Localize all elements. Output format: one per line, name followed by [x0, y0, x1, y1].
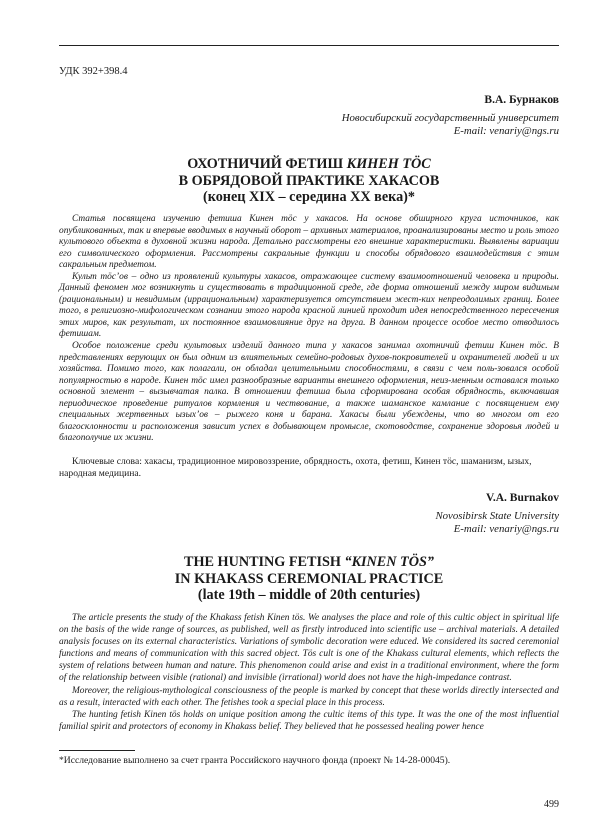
en-title-line2: IN KHAKASS CEREMONIAL PRACTICE: [174, 570, 444, 587]
en-affiliation: [435, 510, 559, 536]
page-number: 499: [544, 799, 559, 810]
footnote: *Исследование выполнено за счет гранта Российского научного фонда (проект № 14-28-00045).: [59, 755, 451, 766]
ru-keywords: Ключевые слова: хакасы, традиционное мировоззрение, обрядность, охота, фетиш, Кинен тӧс, шаманизм, ызых, народная медицина.: [59, 456, 532, 479]
ru-author: В.А. Бурнаков: [484, 94, 559, 106]
en-abstract: [59, 612, 559, 733]
ru-abstract-paragraph: Особое положение среди культовых изделий данного типа у хакасов занимал охотничий фетиш Кинен тӧс. В представлениях верующих он был одним из влиятельных семейно-родовых духов-покровителей и охранителей людей и их хозяйства. Помимо того, как полагали, он обладал целительными способностями, в связи с чем поль-зовался особой популярностью в народе. Кинен тӧс имел разнообразные варианты внешнего оформления, неиз-менным оставался только основной элемент – вызывчатая палка. В отношении фетиша была сформирована особая обрядность, включавшая периодическое проведение ритуалов кормления и чествование, а также шаманское камлание с посвящением ему специальных жертвенных ызых’ов – рыжего коня и барана. Хакасы были убеждены, что во многом от его благосклонности и расположения зависит успех в добывающем промысле, скотоводстве, сохранение здоровья людей и благополучие их жизни.: [59, 341, 559, 444]
ru-affiliation: [342, 112, 559, 138]
en-title-part1: THE HUNTING FETISH: [184, 554, 345, 570]
ru-abstract-paragraph: Культ тӧс’ов – одно из проявлений культуры хакасов, отражающее систему взаимоотношений человека и природы. Данный феномен мог возникнуть и существовать в традиционной среде, где форма отношений между миром видимым (рациональным) и невидимым (иррациональным) характеризуется отсутствием жест-ких непреодолимых границ. Более того, в религиозно-мифологическом сознании этого народа красной линией проходит идея непосредственного пересечения этих миров, как результат, их постоянное взаимовлияние друг на друга. В данном процессе особое место отводилось фетишам.: [59, 271, 559, 340]
en-title-line3: (late 19th – middle of 20th centuries): [197, 587, 421, 603]
en-abstract-paragraph: The article presents the study of the Khakass fetish Kinen tӧs. We analyses the place and role of this cultic object in spiritual life on the basis of the wide range of sources, as published, well as firstly introduced into scientific use – archival materials. A detailed analysis focuses on its external characteristics. Variations of symbolic decoration were educed. We considered its sacred ceremonial functions and means of communication with this sacred object. Tӧs cult is one of the Khakass cultural elements, which reflects the system of relations between human and nature. This phenomenon could arise and exist in a traditional environment, where the form of the relationship between visible (rational) and invisible (irrational) world does not have the high-impedance contrast.: [59, 613, 559, 684]
en-email[interactable]: E-mail: venariy@ngs.ru: [453, 523, 559, 535]
udk-code: УДК 392+398.4: [59, 66, 128, 77]
ru-title-line3: (конец XIX – середина XX века)*: [202, 189, 415, 205]
en-affiliation-name: Novosibirsk State University: [435, 510, 559, 522]
ru-abstract-paragraph: Статья посвящена изучению фетиша Кинен тӧс у хакасов. На основе обширного круга источников, как опубликованных, так и впервые вводимых в научный оборот – архивных материалов, проанализированы место и роль этого культового объекта в духовной жизни народа. Детально рассмотрены его внешние характеристики. Выявлены вариации его символического оформления. Рассмотрены сакральные функции и способы обрядового взаимодействия с этим сакральным предметом.: [59, 214, 559, 271]
ru-title-part1: ОХОТНИЧИЙ ФЕТИШ: [187, 156, 347, 172]
ru-title-line2: В ОБРЯДОВОЙ ПРАКТИКЕ ХАКАСОВ: [178, 172, 440, 189]
en-abstract-paragraph: Moreover, the religious-mythological consciousness of the people is marked by concept that these worlds directly intersected and as a result, interacted with each other. The fetishes took a special place in this process.: [59, 685, 559, 708]
en-author: V.A. Burnakov: [486, 492, 559, 504]
footnote-rule: [59, 750, 135, 751]
en-title: [59, 554, 559, 604]
en-abstract-paragraph: The hunting fetish Kinen tӧs holds on unique position among the cultic items of this type. It was the one of the most influential familial spirit and protectors of economy in Khakass belief. They believed that he possessed healing power hence: [59, 709, 559, 732]
top-rule: [59, 45, 559, 46]
en-title-fetish: “KINEN TÖS”: [344, 554, 434, 570]
ru-email[interactable]: E-mail: venariy@ngs.ru: [453, 125, 559, 137]
ru-abstract: [59, 214, 559, 445]
ru-affiliation-name: Новосибирский государственный университет: [341, 112, 559, 124]
ru-title: [59, 156, 559, 206]
ru-title-fetish: КИНЕН ТӦС: [346, 156, 431, 172]
